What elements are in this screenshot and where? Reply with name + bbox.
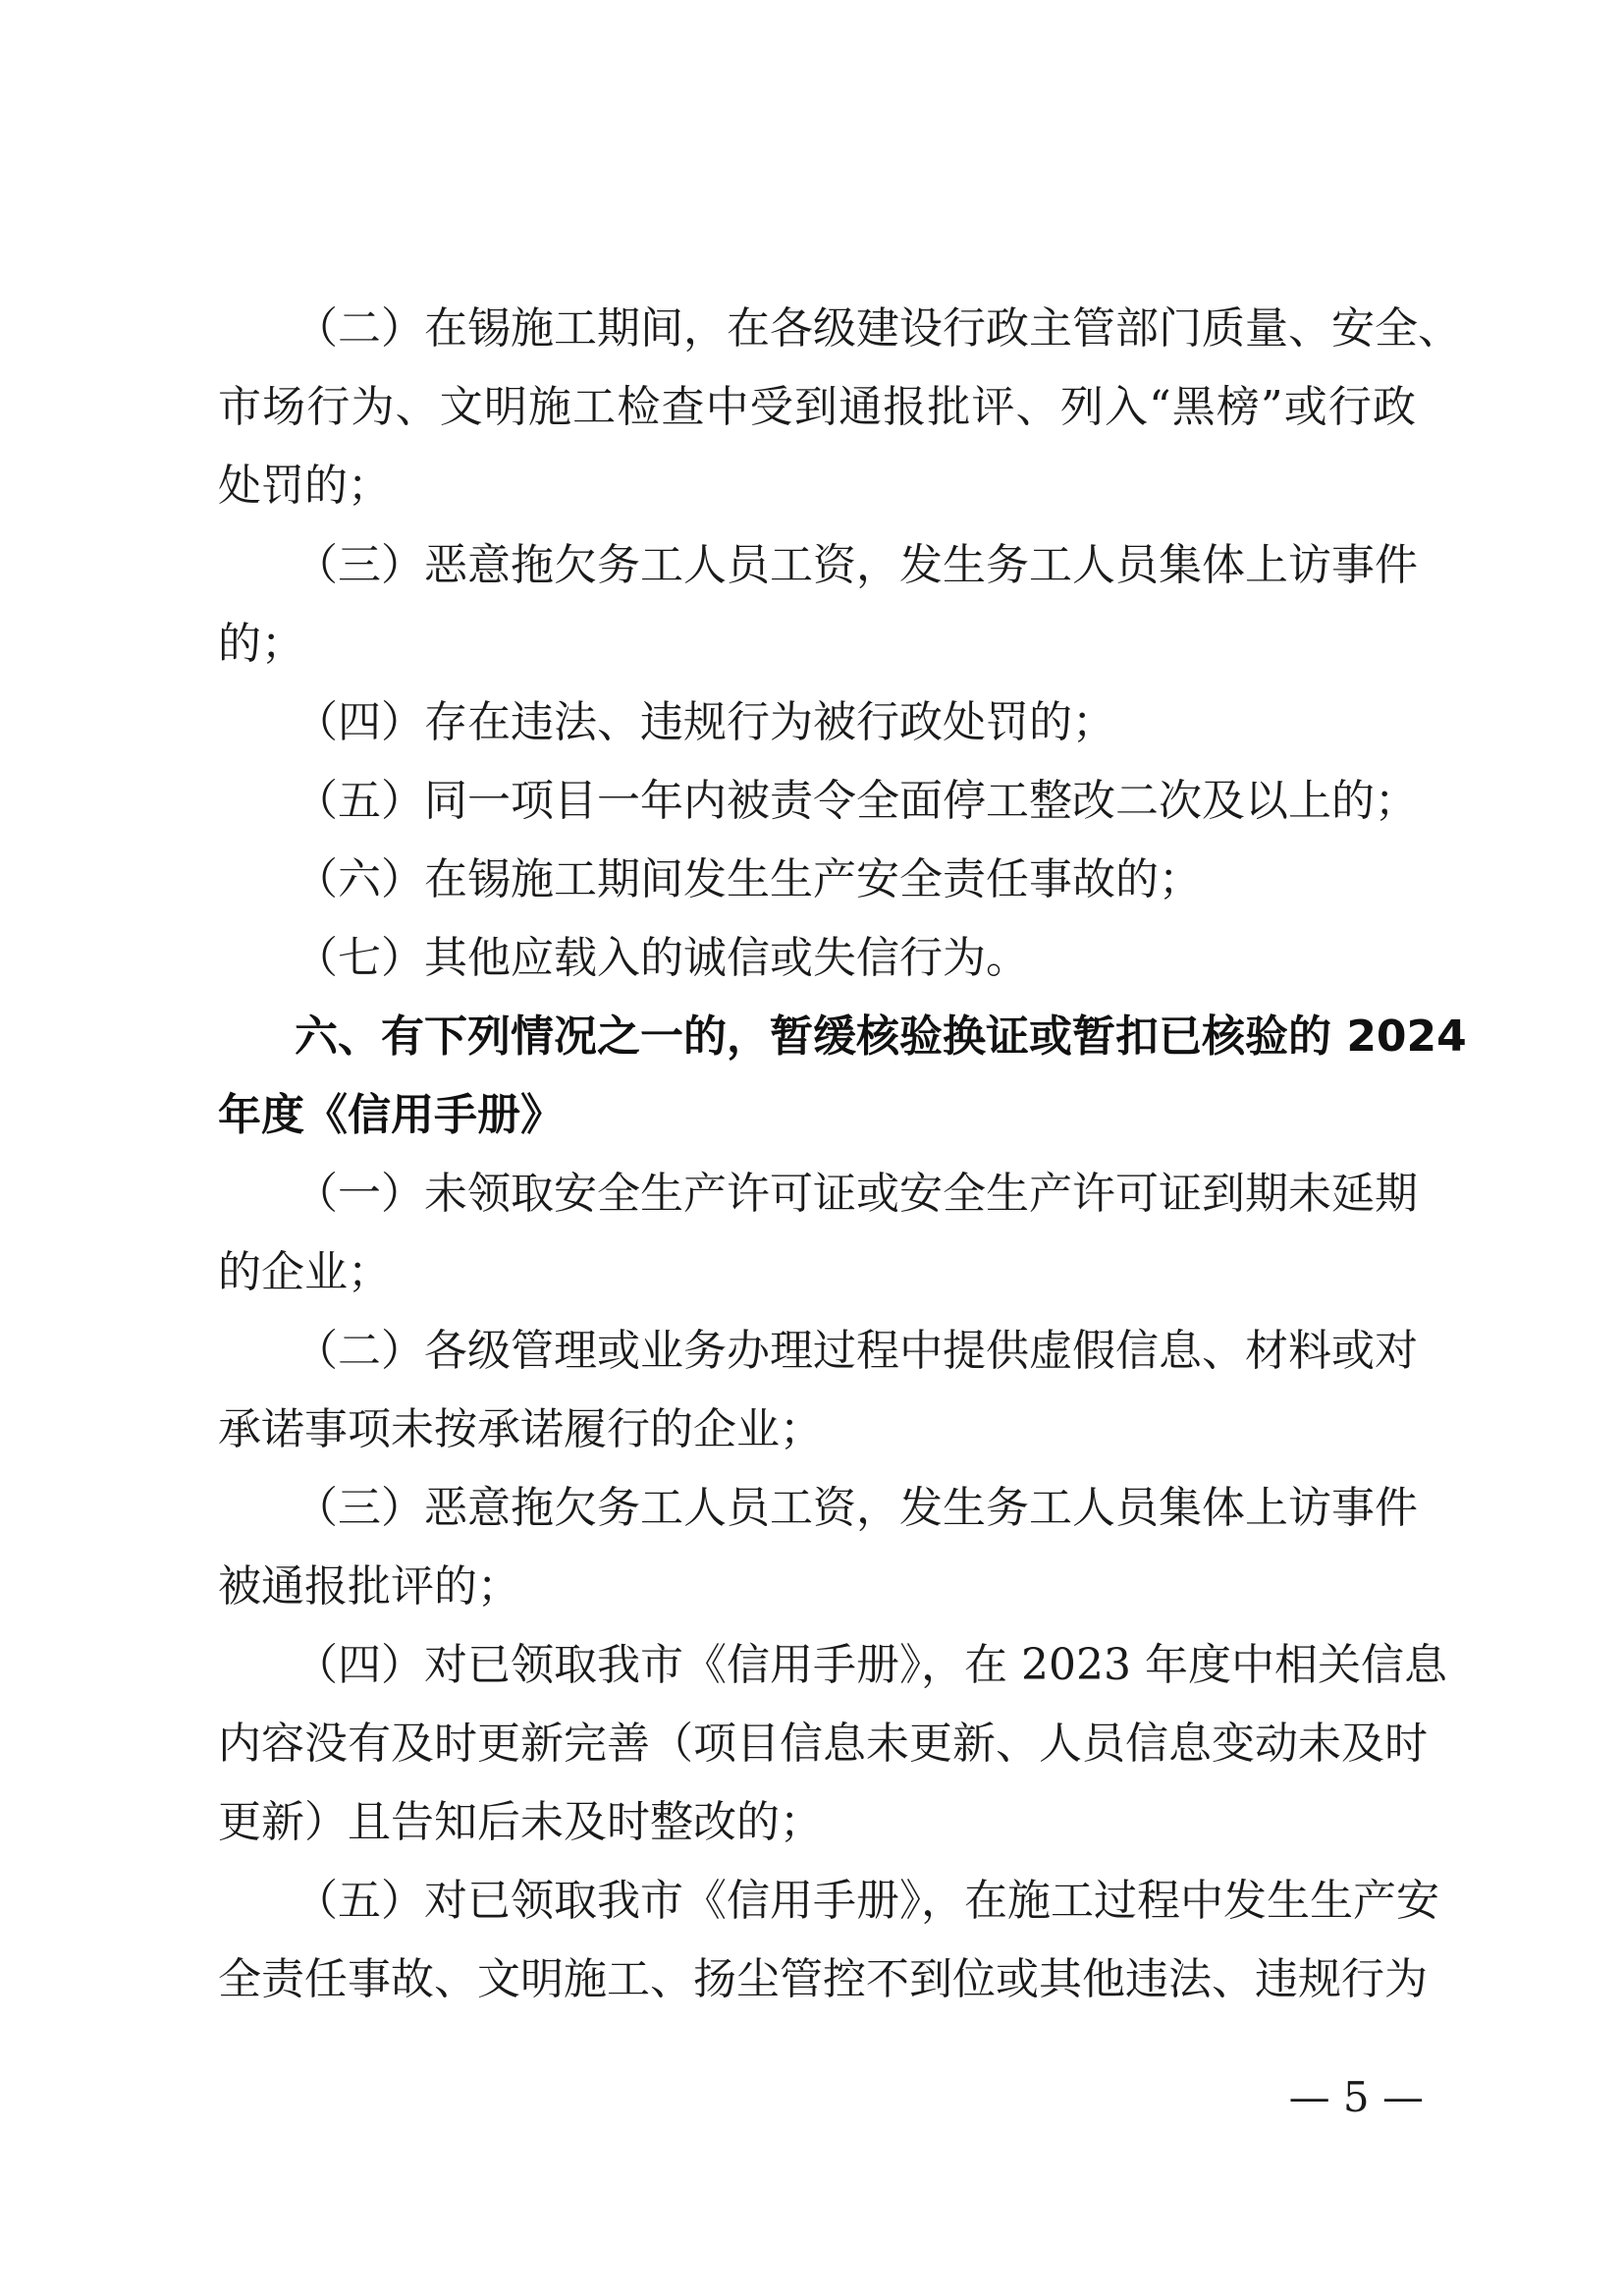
s6-item-4-line-1: （四）对已领取我市《信用手册》，在 2023 年度中相关信息 bbox=[295, 1640, 1447, 1690]
s6-item-2-line-2: 承诺事项未按承诺履行的企业； bbox=[218, 1404, 823, 1454]
item-2-line-1: （二）在锡施工期间，在各级建设行政主管部门质量、安全、 bbox=[295, 303, 1461, 354]
s6-item-1-line-1: （一）未领取安全生产许可证或安全生产许可证到期未延期 bbox=[295, 1169, 1418, 1219]
s6-item-2-line-1: （二）各级管理或业务办理过程中提供虚假信息、材料或对 bbox=[295, 1326, 1418, 1376]
item-3-line-2: 的； bbox=[218, 619, 304, 669]
item-5-line: （五）同一项目一年内被责令全面停工整改二次及以上的； bbox=[295, 776, 1418, 826]
item-2-line-2: 市场行为、文明施工检查中受到通报批评、列入“黑榜”或行政 bbox=[218, 382, 1416, 432]
s6-item-5-line-1: （五）对已领取我市《信用手册》，在施工过程中发生生产安 bbox=[295, 1876, 1439, 1926]
item-4-line: （四）存在违法、违规行为被行政处罚的； bbox=[295, 697, 1115, 747]
s6-item-1-line-2: 的企业； bbox=[218, 1247, 391, 1297]
item-7-line: （七）其他应载入的诚信或失信行为。 bbox=[295, 933, 1029, 983]
page-number: — 5 — bbox=[1288, 2073, 1424, 2121]
s6-item-3-line-2: 被通报批评的； bbox=[218, 1561, 520, 1612]
s6-item-3-line-1: （三）恶意拖欠务工人员工资，发生务工人员集体上访事件 bbox=[295, 1483, 1418, 1533]
item-2-line-3: 处罚的； bbox=[218, 461, 391, 511]
s6-item-5-line-2: 全责任事故、文明施工、扬尘管控不到位或其他违法、违规行为 bbox=[218, 1954, 1428, 2004]
item-3-line-1: （三）恶意拖欠务工人员工资，发生务工人员集体上访事件 bbox=[295, 540, 1418, 590]
item-6-line: （六）在锡施工期间发生生产安全责任事故的； bbox=[295, 854, 1202, 904]
s6-item-4-line-3: 更新）且告知后未及时整改的； bbox=[218, 1797, 823, 1847]
section-6-heading-line-2: 年度《信用手册》 bbox=[218, 1090, 564, 1140]
s6-item-4-line-2: 内容没有及时更新完善（项目信息未更新、人员信息变动未及时 bbox=[218, 1719, 1428, 1769]
section-6-heading-line-1: 六、有下列情况之一的，暂缓核验换证或暂扣已核验的 2024 bbox=[295, 1011, 1467, 1062]
